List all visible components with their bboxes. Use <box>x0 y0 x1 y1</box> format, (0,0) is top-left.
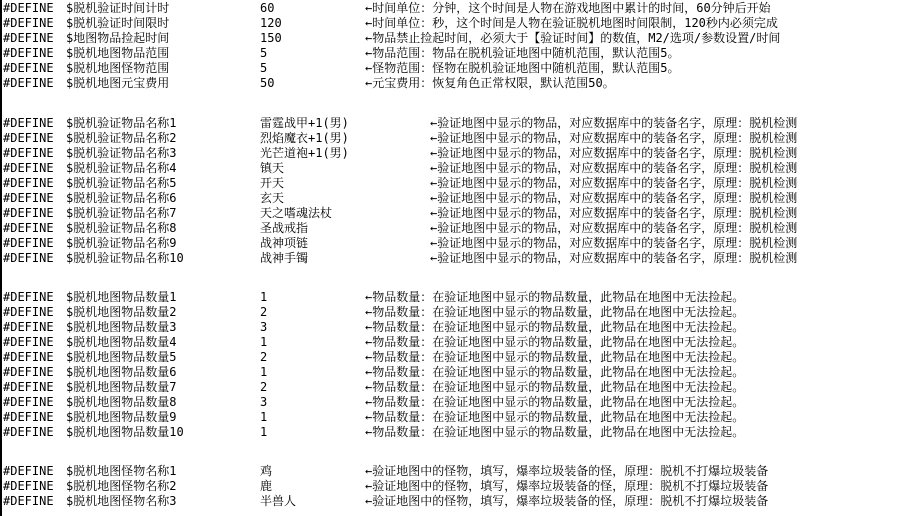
line-comment: ←物品数量：在验证地图中显示的物品数量，此物品在地图中无法捡起。 <box>365 335 745 349</box>
define-keyword: #DEFINE <box>3 221 54 235</box>
line-comment: ←验证地图中显示的物品，对应数据库中的装备名字，原理：脱机检测 <box>430 191 798 205</box>
variable-value: 150 <box>260 31 282 45</box>
variable-name: $脱机地图物品数量1 <box>66 290 177 304</box>
define-keyword: #DEFINE <box>3 46 54 60</box>
line-comment: ←验证地图中显示的物品，对应数据库中的装备名字，原理：脱机检测 <box>430 161 798 175</box>
define-keyword: #DEFINE <box>3 176 54 190</box>
line-comment: ←物品数量：在验证地图中显示的物品数量，此物品在地图中无法捡起。 <box>365 410 745 424</box>
line-comment: ←验证地图中显示的物品，对应数据库中的装备名字，原理：脱机检测 <box>430 251 798 265</box>
variable-value: 镇天 <box>260 161 285 175</box>
define-keyword: #DEFINE <box>3 16 54 30</box>
define-keyword: #DEFINE <box>3 251 54 265</box>
line-comment: ←物品数量：在验证地图中显示的物品数量，此物品在地图中无法捡起。 <box>365 290 745 304</box>
define-keyword: #DEFINE <box>3 395 54 409</box>
line-comment: ←物品数量：在验证地图中显示的物品数量，此物品在地图中无法捡起。 <box>365 395 745 409</box>
line-comment: ←验证地图中显示的物品，对应数据库中的装备名字，原理：脱机检测 <box>430 116 798 130</box>
line-comment: ←验证地图中显示的物品，对应数据库中的装备名字，原理：脱机检测 <box>430 146 798 160</box>
variable-name: $脱机地图物品数量10 <box>66 425 184 439</box>
variable-value: 圣战戒指 <box>260 221 309 235</box>
line-comment: ←物品数量：在验证地图中显示的物品数量，此物品在地图中无法捡起。 <box>365 320 745 334</box>
line-comment: ←验证地图中显示的物品，对应数据库中的装备名字，原理：脱机检测 <box>430 221 798 235</box>
define-line[interactable] <box>3 146 909 160</box>
variable-name: $脱机地图怪物名称3 <box>66 494 177 508</box>
variable-name: $地图物品捡起时间 <box>66 31 170 45</box>
define-line[interactable] <box>3 76 909 90</box>
define-line[interactable] <box>3 365 909 379</box>
line-comment: ←物品数量：在验证地图中显示的物品数量，此物品在地图中无法捡起。 <box>365 365 745 379</box>
define-keyword: #DEFINE <box>3 365 54 379</box>
variable-name: $脱机地图物品数量3 <box>66 320 177 334</box>
define-line[interactable] <box>3 320 909 334</box>
variable-name: $脱机验证物品名称2 <box>66 131 177 145</box>
variable-name: $脱机地图物品数量7 <box>66 380 177 394</box>
define-keyword: #DEFINE <box>3 305 54 319</box>
variable-value: 天之嗜魂法杖 <box>260 206 333 220</box>
define-line[interactable] <box>3 1 909 15</box>
define-keyword: #DEFINE <box>3 76 54 90</box>
variable-value: 50 <box>260 76 275 90</box>
define-line[interactable] <box>3 61 909 75</box>
editor-left-border <box>0 0 2 516</box>
variable-value: 3 <box>260 320 268 334</box>
variable-name: $脱机地图怪物名称1 <box>66 464 177 478</box>
variable-value: 5 <box>260 46 268 60</box>
define-line[interactable] <box>3 380 909 394</box>
variable-name: $脱机地图物品范围 <box>66 46 170 60</box>
variable-value: 战神项链 <box>260 236 309 250</box>
variable-name: $脱机验证物品名称8 <box>66 221 177 235</box>
variable-value: 战神手镯 <box>260 251 309 265</box>
define-keyword: #DEFINE <box>3 146 54 160</box>
variable-value: 2 <box>260 350 268 364</box>
define-line[interactable] <box>3 305 909 319</box>
variable-value: 鸡 <box>260 464 273 478</box>
define-line[interactable] <box>3 206 909 220</box>
line-comment: ←物品数量：在验证地图中显示的物品数量，此物品在地图中无法捡起。 <box>365 380 745 394</box>
define-keyword: #DEFINE <box>3 206 54 220</box>
define-keyword: #DEFINE <box>3 320 54 334</box>
define-keyword: #DEFINE <box>3 116 54 130</box>
variable-name: $脱机地图物品数量9 <box>66 410 177 424</box>
define-keyword: #DEFINE <box>3 350 54 364</box>
define-line[interactable] <box>3 395 909 409</box>
variable-value: 1 <box>260 410 268 424</box>
define-keyword: #DEFINE <box>3 425 54 439</box>
variable-name: $脱机地图物品数量2 <box>66 305 177 319</box>
variable-name: $脱机地图元宝费用 <box>66 76 170 90</box>
line-comment: ←时间单位：秒，这个时间是人物在验证脱机地图时间限制，120秒内必须完成 <box>365 16 778 30</box>
variable-value: 玄天 <box>260 191 285 205</box>
variable-name: $脱机验证物品名称1 <box>66 116 177 130</box>
define-keyword: #DEFINE <box>3 236 54 250</box>
variable-name: $脱机地图物品数量6 <box>66 365 177 379</box>
variable-value: 5 <box>260 61 268 75</box>
variable-name: $脱机地图怪物名称2 <box>66 479 177 493</box>
variable-name: $脱机验证物品名称7 <box>66 206 177 220</box>
variable-value: 120 <box>260 16 282 30</box>
define-keyword: #DEFINE <box>3 161 54 175</box>
variable-value: 光芒道袍+1(男) <box>260 146 349 160</box>
variable-value: 1 <box>260 365 268 379</box>
variable-value: 2 <box>260 305 268 319</box>
variable-value: 3 <box>260 395 268 409</box>
define-line[interactable] <box>3 464 909 478</box>
variable-value: 鹿 <box>260 479 273 493</box>
variable-value: 半兽人 <box>260 494 297 508</box>
line-comment: ←验证地图中显示的物品，对应数据库中的装备名字，原理：脱机检测 <box>430 131 798 145</box>
define-line[interactable] <box>3 131 909 145</box>
line-comment: ←验证地图中显示的物品，对应数据库中的装备名字，原理：脱机检测 <box>430 236 798 250</box>
variable-value: 1 <box>260 335 268 349</box>
line-comment: ←元宝费用：恢复角色正常权限，默认范围50。 <box>365 76 615 90</box>
variable-name: $脱机地图怪物范围 <box>66 61 170 75</box>
variable-name: $脱机验证物品名称3 <box>66 146 177 160</box>
define-line[interactable] <box>3 290 909 304</box>
variable-value: 烈焰魔衣+1(男) <box>260 131 349 145</box>
line-comment: ←验证地图中的怪物，填写，爆率垃圾装备的怪，原理：脱机不打爆垃圾装备 <box>365 464 769 478</box>
line-comment: ←物品数量：在验证地图中显示的物品数量，此物品在地图中无法捡起。 <box>365 425 745 439</box>
variable-name: $脱机验证物品名称9 <box>66 236 177 250</box>
define-line[interactable] <box>3 221 909 235</box>
define-line[interactable] <box>3 236 909 250</box>
define-keyword: #DEFINE <box>3 410 54 424</box>
define-line[interactable] <box>3 410 909 424</box>
define-line[interactable] <box>3 161 909 175</box>
define-line[interactable] <box>3 176 909 190</box>
variable-name: $脱机地图物品数量8 <box>66 395 177 409</box>
variable-name: $脱机地图物品数量4 <box>66 335 177 349</box>
define-line[interactable] <box>3 494 909 508</box>
variable-value: 60 <box>260 1 275 15</box>
line-comment: ←验证地图中显示的物品，对应数据库中的装备名字，原理：脱机检测 <box>430 176 798 190</box>
define-keyword: #DEFINE <box>3 335 54 349</box>
line-comment: ←验证地图中的怪物，填写，爆率垃圾装备的怪，原理：脱机不打爆垃圾装备 <box>365 479 769 493</box>
define-keyword: #DEFINE <box>3 290 54 304</box>
define-keyword: #DEFINE <box>3 1 54 15</box>
define-keyword: #DEFINE <box>3 479 54 493</box>
define-line[interactable] <box>3 31 909 45</box>
variable-name: $脱机验证物品名称10 <box>66 251 184 265</box>
define-line[interactable] <box>3 46 909 60</box>
define-keyword: #DEFINE <box>3 494 54 508</box>
define-keyword: #DEFINE <box>3 191 54 205</box>
define-line[interactable] <box>3 350 909 364</box>
define-keyword: #DEFINE <box>3 380 54 394</box>
line-comment: ←物品数量：在验证地图中显示的物品数量，此物品在地图中无法捡起。 <box>365 305 745 319</box>
text-editor[interactable] <box>3 0 909 516</box>
variable-name: $脱机验证物品名称6 <box>66 191 177 205</box>
define-line[interactable] <box>3 116 909 130</box>
variable-value: 1 <box>260 290 268 304</box>
variable-value: 雷霆战甲+1(男) <box>260 116 349 130</box>
variable-name: $脱机地图物品数量5 <box>66 350 177 364</box>
define-keyword: #DEFINE <box>3 131 54 145</box>
variable-name: $脱机验证物品名称5 <box>66 176 177 190</box>
line-comment: ←物品禁止捡起时间，必须大于【验证时间】的数值，M2/选项/参数设置/时间 <box>365 31 781 45</box>
line-comment: ←怪物范围：怪物在脱机验证地图中随机范围，默认范围5。 <box>365 61 680 75</box>
define-keyword: #DEFINE <box>3 31 54 45</box>
variable-name: $脱机验证物品名称4 <box>66 161 177 175</box>
line-comment: ←物品数量：在验证地图中显示的物品数量，此物品在地图中无法捡起。 <box>365 350 745 364</box>
variable-value: 2 <box>260 380 268 394</box>
variable-value: 开天 <box>260 176 285 190</box>
define-line[interactable] <box>3 16 909 30</box>
variable-name: $脱机验证时间限时 <box>66 16 170 30</box>
define-keyword: #DEFINE <box>3 61 54 75</box>
define-line[interactable] <box>3 251 909 265</box>
line-comment: ←时间单位：分钟，这个时间是人物在游戏地图中累计的时间，60分钟后开始 <box>365 1 771 15</box>
line-comment: ←物品范围：物品在脱机验证地图中随机范围，默认范围5。 <box>365 46 680 60</box>
variable-value: 1 <box>260 425 268 439</box>
define-line[interactable] <box>3 425 909 439</box>
variable-name: $脱机验证时间计时 <box>66 1 170 15</box>
line-comment: ←验证地图中的怪物，填写，爆率垃圾装备的怪，原理：脱机不打爆垃圾装备 <box>365 494 769 508</box>
define-keyword: #DEFINE <box>3 464 54 478</box>
define-line[interactable] <box>3 191 909 205</box>
define-line[interactable] <box>3 479 909 493</box>
define-line[interactable] <box>3 335 909 349</box>
line-comment: ←验证地图中显示的物品，对应数据库中的装备名字，原理：脱机检测 <box>430 206 798 220</box>
